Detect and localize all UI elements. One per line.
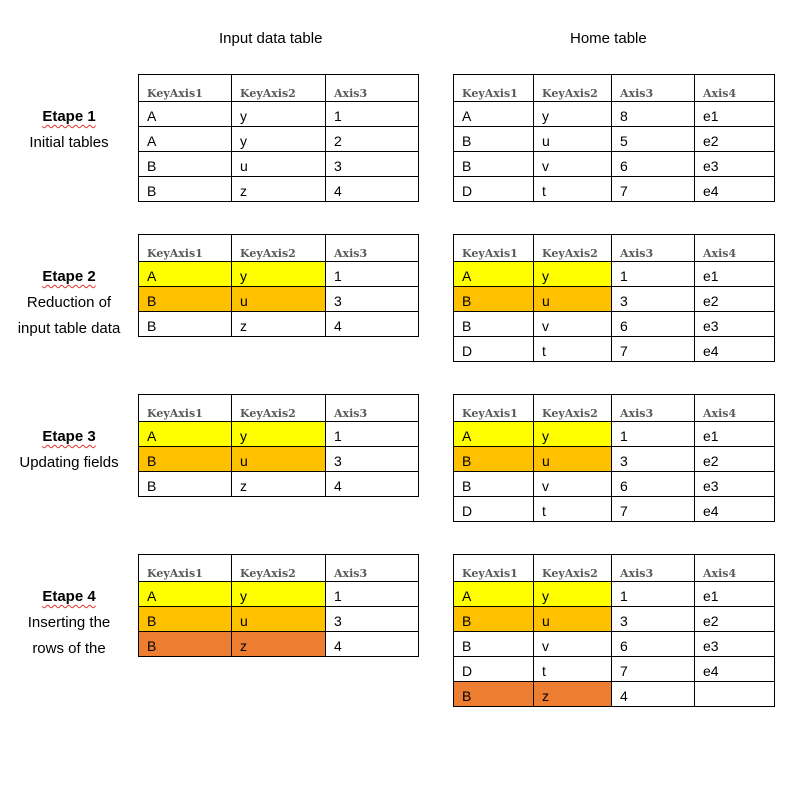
table-row [454, 422, 775, 447]
table-cell [695, 682, 775, 707]
table-cell: B [139, 632, 232, 657]
column-header: KeyAxis2 [232, 235, 326, 262]
table-cell: 4 [326, 312, 419, 337]
table-cell: y [232, 582, 326, 607]
step-name: Etape 4 [42, 588, 96, 605]
table-cell: 1 [326, 422, 419, 447]
table-cell: u [232, 447, 326, 472]
table-cell: v [534, 312, 612, 337]
table-cell: u [534, 287, 612, 312]
table-cell: e4 [695, 337, 775, 362]
table-cell: u [232, 607, 326, 632]
table-cell: D [454, 497, 534, 522]
step-description: Inserting the [27, 614, 111, 631]
table-cell: A [139, 102, 232, 127]
table-cell: v [534, 632, 612, 657]
table-row [139, 152, 419, 177]
table-row [454, 177, 775, 202]
table-cell: B [454, 152, 534, 177]
column-header: Axis3 [326, 395, 419, 422]
table-row [139, 632, 419, 657]
column-header: Axis4 [695, 75, 775, 102]
table-cell: B [454, 447, 534, 472]
header-row [454, 555, 775, 582]
table-cell: B [454, 312, 534, 337]
table-cell: y [534, 582, 612, 607]
table-cell: B [454, 607, 534, 632]
table-cell: 6 [612, 632, 695, 657]
table-cell: D [454, 337, 534, 362]
table-cell: B [454, 472, 534, 497]
table-cell: A [139, 127, 232, 152]
table-cell: 1 [612, 262, 695, 287]
table-cell: 3 [612, 447, 695, 472]
table-cell: 4 [326, 177, 419, 202]
column-header: Axis3 [326, 235, 419, 262]
table-cell: e2 [695, 127, 775, 152]
step-label-3 [0, 424, 138, 476]
table-cell: 5 [612, 127, 695, 152]
table-cell: 8 [612, 102, 695, 127]
step-name: Etape 2 [42, 268, 96, 285]
column-header: Axis3 [612, 75, 695, 102]
table-row [454, 657, 775, 682]
input-table-step-4 [138, 554, 419, 657]
table-row [139, 287, 419, 312]
table-row [139, 422, 419, 447]
table-cell: y [534, 262, 612, 287]
table-cell: B [454, 287, 534, 312]
input-table-title: Input data table [219, 30, 323, 47]
table-cell: 3 [612, 287, 695, 312]
table-cell: 7 [612, 337, 695, 362]
table-row [139, 447, 419, 472]
table-cell: 2 [326, 127, 419, 152]
table-row [454, 312, 775, 337]
table-cell: e4 [695, 177, 775, 202]
table-cell: A [139, 262, 232, 287]
table-cell: v [534, 472, 612, 497]
table-cell: 4 [326, 632, 419, 657]
table-row [139, 177, 419, 202]
table-cell: z [534, 682, 612, 707]
step-label-4 [0, 584, 138, 662]
table-cell: y [534, 102, 612, 127]
table-cell: 7 [612, 497, 695, 522]
table-cell: y [232, 127, 326, 152]
column-header: KeyAxis2 [232, 395, 326, 422]
step-description: Reduction of [26, 294, 112, 311]
table-cell: 1 [612, 582, 695, 607]
step-name: Etape 1 [42, 108, 96, 125]
table-cell: 7 [612, 177, 695, 202]
column-header: Axis3 [326, 555, 419, 582]
column-header: Axis4 [695, 395, 775, 422]
table-cell: 3 [326, 152, 419, 177]
table-cell: e1 [695, 102, 775, 127]
table-cell: z [232, 632, 326, 657]
step-label-2 [0, 264, 138, 342]
table-cell: 3 [612, 607, 695, 632]
column-header: KeyAxis2 [534, 235, 612, 262]
table-row [454, 682, 775, 707]
column-header: KeyAxis1 [454, 555, 534, 582]
column-header: KeyAxis2 [232, 555, 326, 582]
home-table-step-2 [453, 234, 775, 362]
column-header: KeyAxis1 [454, 235, 534, 262]
table-cell: u [534, 127, 612, 152]
table-cell: B [454, 682, 534, 707]
table-cell: e1 [695, 422, 775, 447]
column-header: Axis3 [612, 555, 695, 582]
column-header: KeyAxis1 [139, 395, 232, 422]
table-cell: e2 [695, 447, 775, 472]
header-row [454, 75, 775, 102]
table-cell: A [454, 262, 534, 287]
table-cell: B [139, 472, 232, 497]
table-cell: e4 [695, 497, 775, 522]
table-cell: B [454, 632, 534, 657]
table-cell: e1 [695, 262, 775, 287]
table-row [454, 127, 775, 152]
column-header: Axis3 [612, 395, 695, 422]
table-cell: A [454, 582, 534, 607]
table-cell: v [534, 152, 612, 177]
table-cell: t [534, 657, 612, 682]
table-row [139, 472, 419, 497]
table-cell: u [534, 447, 612, 472]
table-row [454, 287, 775, 312]
table-cell: e3 [695, 472, 775, 497]
table-cell: D [454, 177, 534, 202]
step-description: Initial tables [29, 134, 109, 151]
table-cell: e3 [695, 152, 775, 177]
table-cell: e2 [695, 607, 775, 632]
table-cell: B [454, 127, 534, 152]
table-cell: 7 [612, 657, 695, 682]
table-cell: 1 [326, 102, 419, 127]
table-cell: u [232, 152, 326, 177]
column-header: KeyAxis2 [534, 75, 612, 102]
column-header: Axis3 [612, 235, 695, 262]
table-row [454, 472, 775, 497]
table-cell: B [139, 152, 232, 177]
table-row [139, 312, 419, 337]
header-row [454, 395, 775, 422]
table-row [139, 127, 419, 152]
table-cell: y [534, 422, 612, 447]
table-row [454, 632, 775, 657]
table-cell: e4 [695, 657, 775, 682]
header-row [139, 235, 419, 262]
table-cell: u [534, 607, 612, 632]
table-cell: 1 [612, 422, 695, 447]
table-cell: A [454, 102, 534, 127]
table-cell: 1 [326, 582, 419, 607]
table-cell: A [454, 422, 534, 447]
table-cell: B [139, 607, 232, 632]
column-header: KeyAxis1 [454, 75, 534, 102]
table-cell: 1 [326, 262, 419, 287]
table-cell: t [534, 497, 612, 522]
column-header: KeyAxis1 [454, 395, 534, 422]
table-row [454, 447, 775, 472]
table-cell: D [454, 657, 534, 682]
table-cell: e1 [695, 582, 775, 607]
table-cell: y [232, 262, 326, 287]
column-header: Axis4 [695, 555, 775, 582]
table-cell: e2 [695, 287, 775, 312]
column-header: KeyAxis1 [139, 235, 232, 262]
step-label-1 [0, 104, 138, 156]
table-cell: z [232, 177, 326, 202]
table-row [139, 262, 419, 287]
column-header: KeyAxis1 [139, 75, 232, 102]
step-description: rows of the [32, 640, 106, 657]
table-row [454, 582, 775, 607]
table-cell: B [139, 177, 232, 202]
table-cell: B [139, 287, 232, 312]
table-cell: u [232, 287, 326, 312]
table-cell: y [232, 422, 326, 447]
input-table-step-1 [138, 74, 419, 202]
table-cell: y [232, 102, 326, 127]
table-cell: B [139, 312, 232, 337]
column-header: KeyAxis2 [232, 75, 326, 102]
header-row [139, 555, 419, 582]
table-cell: 3 [326, 287, 419, 312]
table-row [454, 262, 775, 287]
column-header: KeyAxis2 [534, 555, 612, 582]
column-header: KeyAxis2 [534, 395, 612, 422]
table-cell: B [139, 447, 232, 472]
home-table-step-1 [453, 74, 775, 202]
step-name: Etape 3 [42, 428, 96, 445]
table-row [139, 102, 419, 127]
table-cell: 3 [326, 447, 419, 472]
table-cell: 3 [326, 607, 419, 632]
column-header: KeyAxis1 [139, 555, 232, 582]
table-row [454, 607, 775, 632]
header-row [139, 75, 419, 102]
header-row [139, 395, 419, 422]
table-row [454, 102, 775, 127]
step-description: Updating fields [19, 454, 119, 471]
input-table-step-2 [138, 234, 419, 337]
table-cell: z [232, 472, 326, 497]
table-row [139, 582, 419, 607]
input-table-step-3 [138, 394, 419, 497]
table-cell: 6 [612, 312, 695, 337]
table-cell: 6 [612, 472, 695, 497]
table-row [139, 607, 419, 632]
table-row [454, 152, 775, 177]
table-cell: A [139, 422, 232, 447]
table-row [454, 497, 775, 522]
table-cell: 4 [612, 682, 695, 707]
column-header: Axis4 [695, 235, 775, 262]
table-cell: t [534, 177, 612, 202]
step-description: input table data [17, 320, 121, 337]
table-cell: 6 [612, 152, 695, 177]
home-table-title: Home table [570, 30, 647, 47]
table-cell: e3 [695, 632, 775, 657]
table-cell: 4 [326, 472, 419, 497]
table-cell: e3 [695, 312, 775, 337]
table-cell: A [139, 582, 232, 607]
header-row [454, 235, 775, 262]
home-table-step-4 [453, 554, 775, 707]
table-cell: t [534, 337, 612, 362]
column-header: Axis3 [326, 75, 419, 102]
table-cell: z [232, 312, 326, 337]
table-row [454, 337, 775, 362]
home-table-step-3 [453, 394, 775, 522]
